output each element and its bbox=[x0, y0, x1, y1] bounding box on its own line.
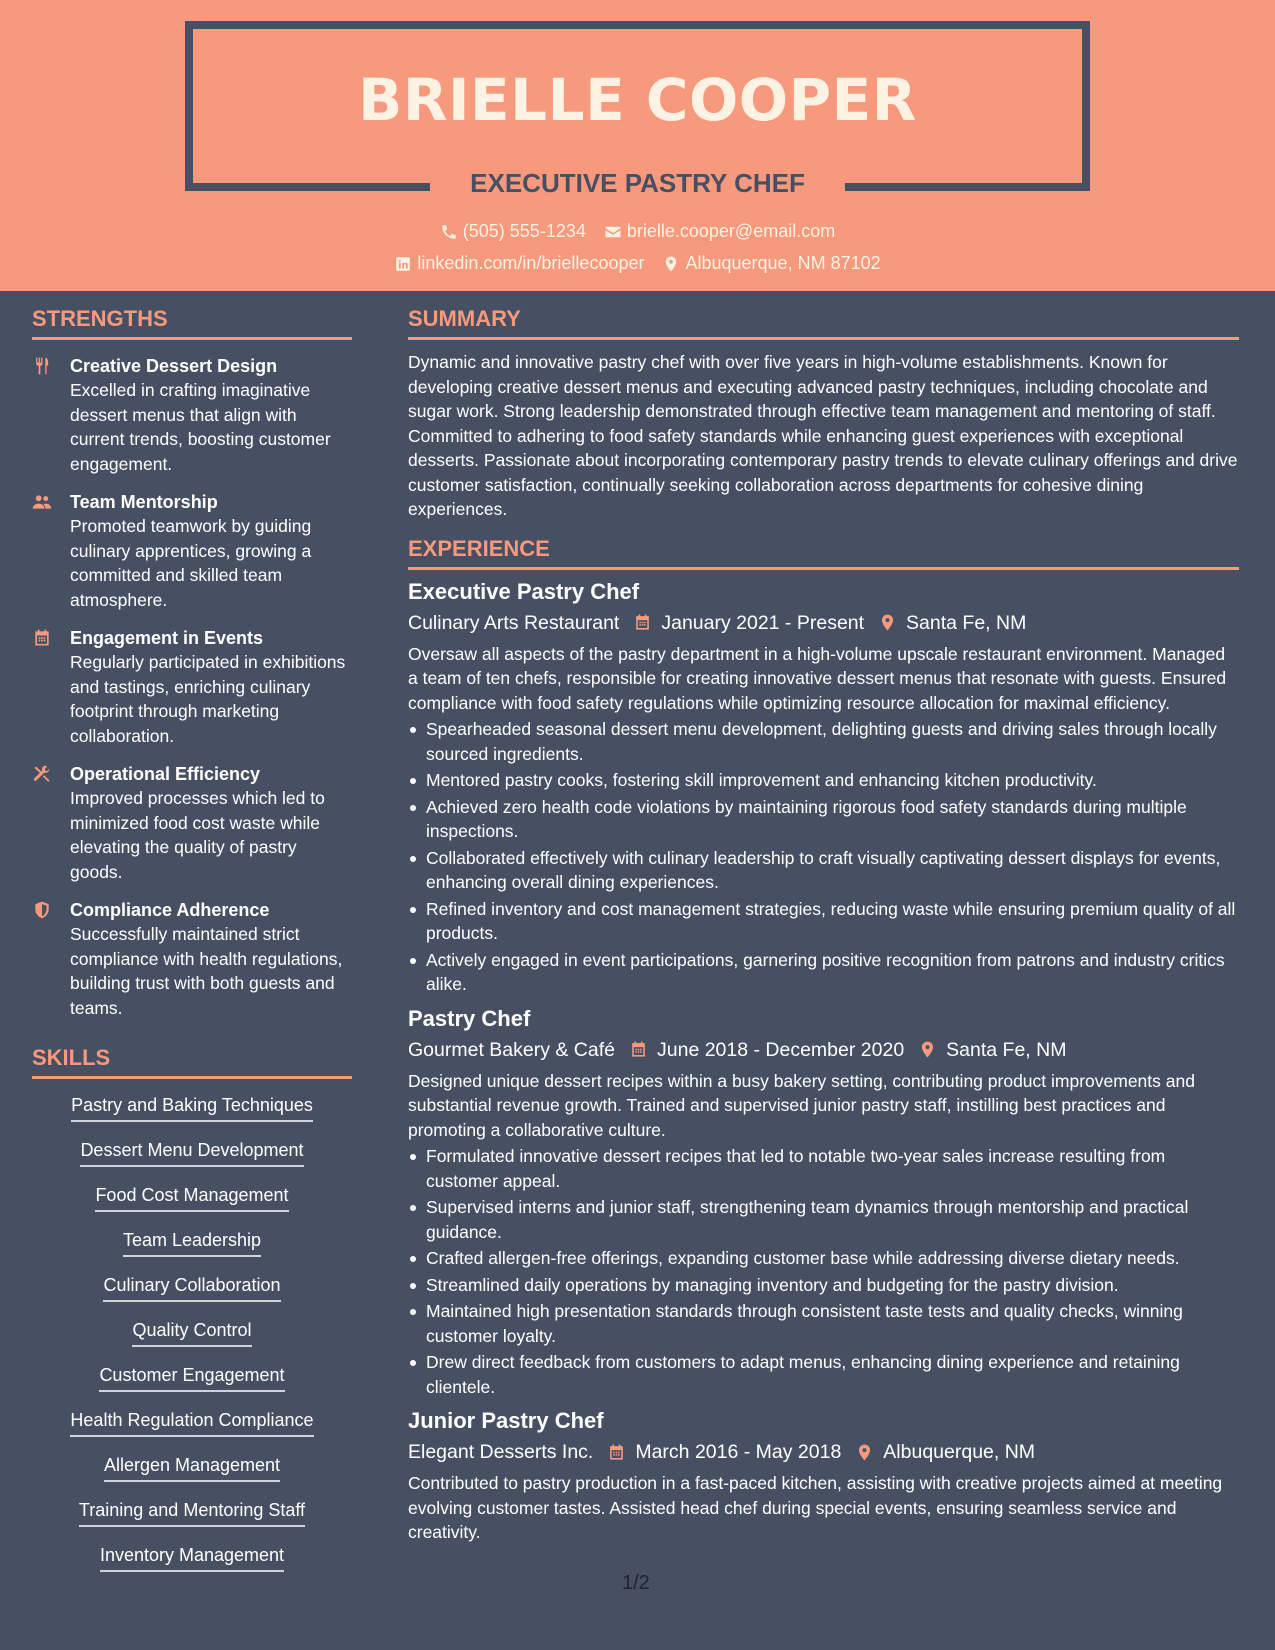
job-entry bbox=[408, 1407, 1239, 1545]
map-pin-icon bbox=[662, 255, 680, 273]
job-desc: Contributed to pastry production in a fast-paced kitchen, assisting with creative projects aimed at meeting evolving customer tastes. Assisted head chef during special events, ensuring seamless service and creativity. bbox=[408, 1473, 1223, 1542]
job-role: Executive Pastry Chef bbox=[408, 578, 640, 604]
job-location: Albuquerque, NM bbox=[883, 1441, 1036, 1463]
job-role: Pastry Chef bbox=[408, 1005, 531, 1031]
skill-item: Allergen Management bbox=[104, 1453, 280, 1482]
map-pin-icon bbox=[878, 613, 897, 632]
job-entry bbox=[408, 578, 1239, 997]
bullet-item: Crafted allergen-free offerings, expanding customer base while addressing diverse dietary needs. bbox=[408, 1246, 1239, 1271]
calendar-icon bbox=[607, 1443, 626, 1462]
strength-title: Creative Dessert Design bbox=[70, 356, 278, 376]
strength-title: Compliance Adherence bbox=[70, 900, 270, 920]
page-number: 1/2 bbox=[622, 1572, 650, 1594]
contact-row-2 bbox=[0, 253, 1275, 274]
job-role: Junior Pastry Chef bbox=[408, 1408, 604, 1433]
job-dates: January 2021 - Present bbox=[661, 611, 865, 634]
contact-email[interactable] bbox=[604, 221, 835, 242]
strength-desc: Improved processes which led to minimized food cost waste while elevating the quality of pastry goods. bbox=[70, 788, 325, 882]
skills-heading: SKILLS bbox=[32, 1045, 352, 1079]
bullet-item: Achieved zero health code violations by maintaining rigorous food safety standards during multiple inspections. bbox=[408, 795, 1239, 844]
job-company: Culinary Arts Restaurant bbox=[408, 611, 620, 634]
strength-title: Team Mentorship bbox=[70, 492, 218, 512]
job-title: EXECUTIVE PASTRY CHEF bbox=[470, 168, 805, 198]
skill-item: Customer Engagement bbox=[99, 1363, 284, 1392]
users-icon bbox=[32, 492, 52, 512]
contact-linkedin[interactable] bbox=[394, 253, 644, 274]
calendar-icon bbox=[633, 613, 652, 632]
tools-icon bbox=[32, 764, 52, 784]
strength-item bbox=[32, 898, 352, 1020]
skill-item: Team Leadership bbox=[123, 1228, 261, 1257]
linkedin-text: linkedin.com/in/briellecooper bbox=[417, 253, 645, 273]
bullet-item: Drew direct feedback from customers to adapt menus, enhancing dining experience and retaining clientele. bbox=[408, 1350, 1239, 1399]
phone-icon bbox=[440, 223, 458, 241]
job-entry bbox=[408, 1005, 1239, 1400]
job-company: Elegant Desserts Inc. bbox=[408, 1441, 594, 1463]
strength-desc: Promoted teamwork by guiding culinary apprentices, growing a committed and skilled team atmosphere. bbox=[70, 516, 312, 610]
skill-item: Dessert Menu Development bbox=[80, 1138, 303, 1167]
email-text: brielle.cooper@email.com bbox=[626, 221, 836, 241]
job-meta bbox=[408, 1439, 1239, 1465]
map-pin-icon bbox=[918, 1040, 937, 1059]
job-dates: June 2018 - December 2020 bbox=[657, 1038, 905, 1061]
summary-heading: SUMMARY bbox=[408, 306, 1239, 340]
bullet-item: Supervised interns and junior staff, strengthening team dynamics through mentorship and practical guidance. bbox=[408, 1195, 1239, 1244]
job-desc: Designed unique dessert recipes within a busy bakery setting, contributing product improvements and substantial revenue growth. Trained and supervised junior pastry staff, instilling best practices and promoting a collaborative culture. bbox=[408, 1070, 1195, 1140]
phone-text: (505) 555-1234 bbox=[462, 221, 586, 241]
skill-item: Inventory Management bbox=[100, 1543, 284, 1572]
job-location: Santa Fe, NM bbox=[906, 611, 1027, 634]
resume-header bbox=[0, 0, 1275, 291]
bullet-item: Maintained high presentation standards through consistent taste tests and quality checks, winning customer loyalty. bbox=[408, 1299, 1239, 1348]
job-meta bbox=[408, 610, 1239, 636]
skill-item: Training and Mentoring Staff bbox=[79, 1498, 305, 1527]
strength-title: Operational Efficiency bbox=[70, 764, 261, 784]
strength-desc: Successfully maintained strict compliance with health regulations, building trust with both guests and teams. bbox=[70, 924, 343, 1018]
job-company: Gourmet Bakery & Café bbox=[408, 1038, 615, 1061]
map-pin-icon bbox=[855, 1443, 874, 1462]
summary-text: Dynamic and innovative pastry chef with over five years in high-volume establishments. Known for developing creative dessert menus and executing advanced pastry techniques, including chocolate and sugar work. Strong leadership demonstrated through effective team management and mentoring of staff. Committed to adhering to food safety standards while enhancing guest experiences with exceptional desserts. Passionate about incorporating contemporary pastry trends to elevate culinary offerings and drive customer satisfaction, continually seeking collaboration across departments for cohesive dining experiences. bbox=[408, 352, 1238, 519]
strength-item bbox=[32, 354, 352, 476]
experience-heading: EXPERIENCE bbox=[408, 536, 1239, 570]
envelope-icon bbox=[604, 223, 622, 241]
contact-row-1 bbox=[0, 221, 1275, 242]
location-text: Albuquerque, NM 87102 bbox=[685, 253, 881, 273]
bullet-item: Mentored pastry cooks, fostering skill improvement and enhancing kitchen productivity. bbox=[408, 768, 1239, 793]
strength-item bbox=[32, 490, 352, 612]
calendar-icon bbox=[629, 1040, 648, 1059]
job-meta bbox=[408, 1037, 1239, 1063]
job-bullets bbox=[408, 717, 1239, 997]
strength-desc: Regularly participated in exhibitions and tastings, enriching culinary footprint through marketing collaboration. bbox=[70, 652, 346, 746]
strengths-heading: STRENGTHS bbox=[32, 306, 352, 340]
contact-phone[interactable] bbox=[440, 221, 586, 242]
bullet-item: Actively engaged in event participations, garnering positive recognition from patrons and industry critics alike. bbox=[408, 948, 1239, 997]
calendar-icon bbox=[32, 628, 52, 648]
skill-item: Pastry and Baking Techniques bbox=[71, 1093, 313, 1122]
bullet-item: Streamlined daily operations by managing inventory and budgeting for the pastry division. bbox=[408, 1273, 1239, 1298]
right-column bbox=[408, 306, 1239, 1545]
contact-location bbox=[662, 253, 880, 274]
candidate-name: BRIELLE COOPER bbox=[358, 66, 917, 134]
job-bullets bbox=[408, 1144, 1239, 1399]
skill-item: Health Regulation Compliance bbox=[70, 1408, 313, 1437]
job-location: Santa Fe, NM bbox=[946, 1038, 1067, 1061]
linkedin-icon bbox=[394, 255, 412, 273]
skill-item: Food Cost Management bbox=[95, 1183, 288, 1212]
bullet-item: Collaborated effectively with culinary leadership to craft visually captivating dessert displays for events, enhancing overall dining experiences. bbox=[408, 846, 1239, 895]
bullet-item: Spearheaded seasonal dessert menu development, delighting guests and driving sales through locally sourced ingredients. bbox=[408, 717, 1239, 766]
strength-item bbox=[32, 626, 352, 748]
utensils-icon bbox=[32, 356, 52, 376]
bullet-item: Formulated innovative dessert recipes that led to notable two-year sales increase resulting from customer appeal. bbox=[408, 1144, 1239, 1193]
skill-item: Culinary Collaboration bbox=[103, 1273, 280, 1302]
job-desc: Oversaw all aspects of the pastry department in a high-volume upscale restaurant environment. Managed a team of ten chefs, responsible for creating innovative dessert menus that resonate with guests. Ensured compliance with food safety regulations while optimizing resource allocation for maximal efficiency. bbox=[408, 643, 1227, 713]
skill-item: Quality Control bbox=[132, 1318, 251, 1347]
job-dates: March 2016 - May 2018 bbox=[635, 1441, 842, 1463]
strength-desc: Excelled in crafting imaginative dessert menus that align with current trends, boosting customer engagement. bbox=[70, 380, 331, 474]
strength-item bbox=[32, 762, 352, 884]
bullet-item: Refined inventory and cost management strategies, reducing waste while ensuring premium quality of all products. bbox=[408, 897, 1239, 946]
strength-title: Engagement in Events bbox=[70, 628, 264, 648]
shield-icon bbox=[32, 900, 52, 920]
left-column bbox=[32, 306, 352, 1588]
skills-list bbox=[32, 1093, 352, 1588]
